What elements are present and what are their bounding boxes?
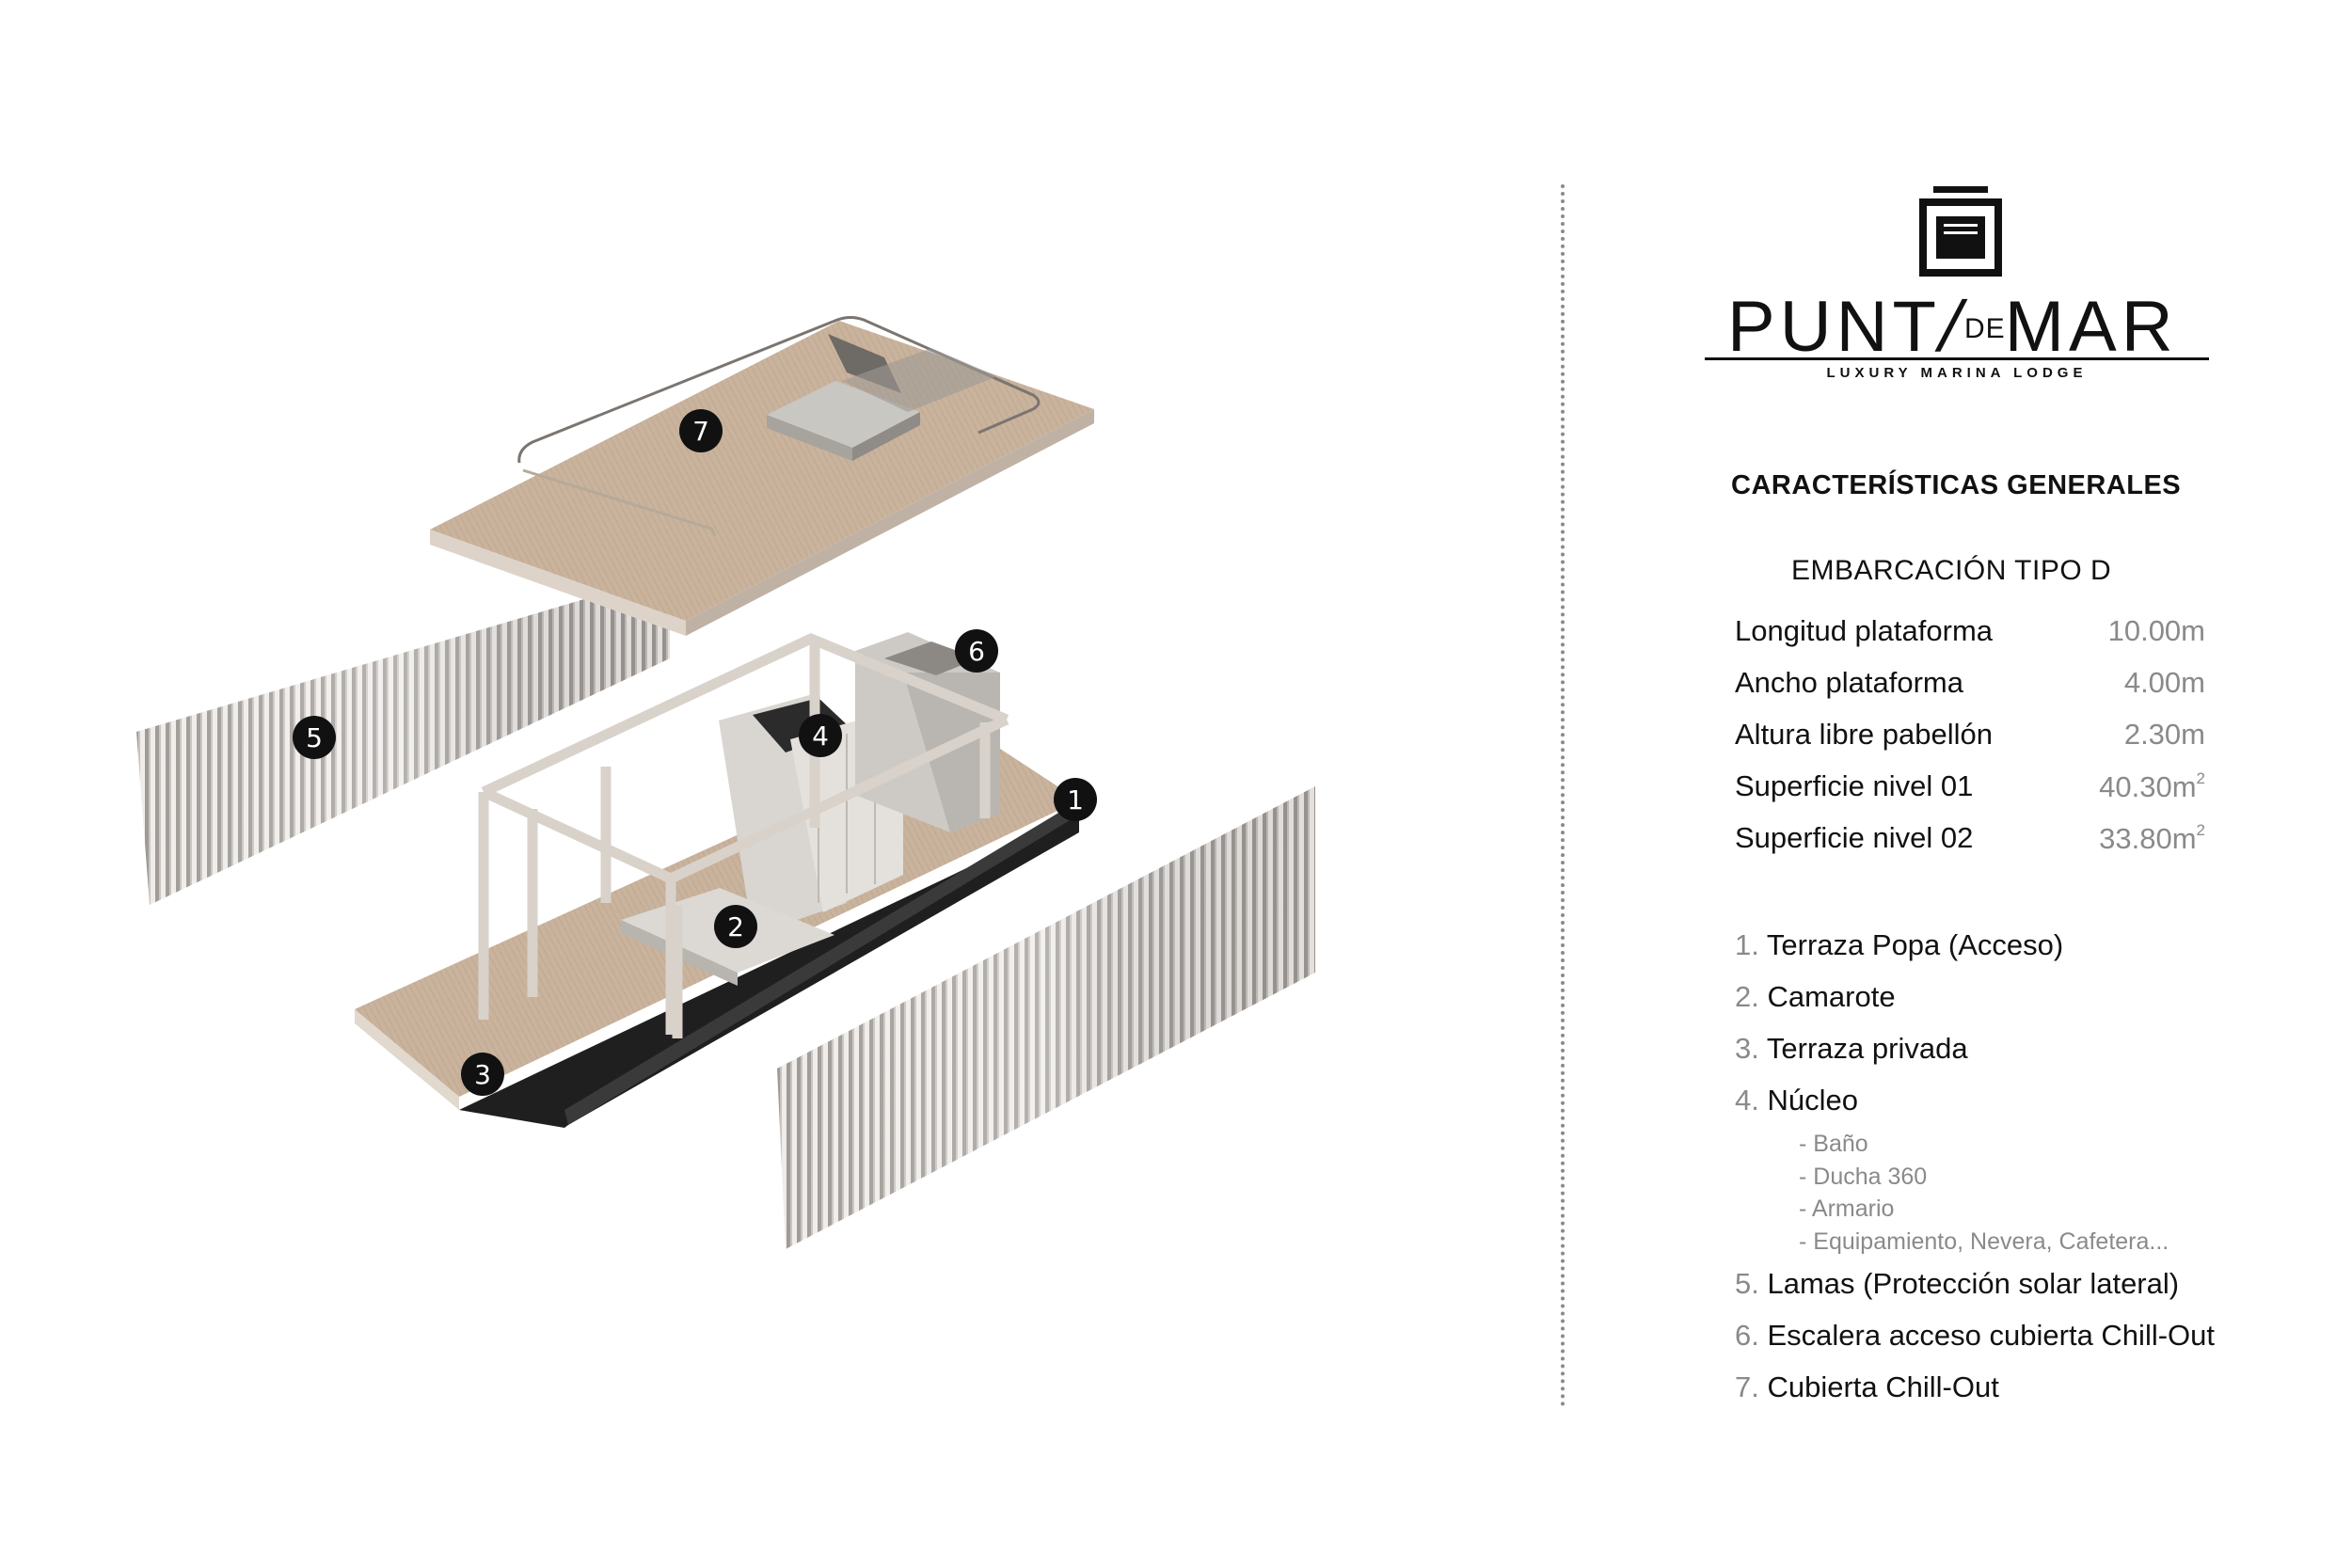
info-panel: [1693, 0, 2305, 1568]
legend-item-label: Lamas (Protección solar lateral): [1767, 1267, 2180, 1300]
callout-number: 3: [474, 1059, 491, 1090]
spec-unit-superscript: 2: [2196, 769, 2205, 787]
nucleo-subitem: - Armario: [1799, 1196, 1895, 1222]
spec-label: Altura libre pabellón: [1735, 718, 1994, 751]
callout-marker-7: [679, 409, 723, 452]
nucleo-subitem: - Baño: [1799, 1131, 1868, 1157]
legend-item-label: Terraza Popa (Acceso): [1766, 928, 2064, 961]
brand-a-slash: /: [1931, 287, 1976, 367]
section-heading: CARACTERÍSTICAS GENERALES: [1731, 470, 2182, 500]
logo-mark-icon: [1919, 186, 2002, 277]
legend-item-label: Escalera acceso cubierta Chill-Out: [1767, 1319, 2216, 1352]
legend-item: [1735, 1319, 2215, 1353]
brand-name-part1: PUNT: [1727, 287, 1941, 367]
callout-marker-3: [461, 1053, 504, 1096]
spec-label: Superficie nivel 01: [1735, 769, 1974, 802]
legend-item-number: 4.: [1735, 1084, 1768, 1117]
callout-number: 5: [306, 722, 323, 753]
callout-number: 2: [727, 911, 744, 942]
nucleo-subitem: - Equipamiento, Nevera, Cafetera...: [1799, 1228, 2169, 1255]
brand-tagline: LUXURY MARINA LODGE: [1826, 365, 2088, 381]
legend-item-number: 2.: [1735, 980, 1768, 1013]
dotted-divider: [1561, 184, 1565, 1407]
spec-value: $33.80m^2$: [2099, 821, 2205, 855]
spec-value: 2.30m: [2123, 718, 2205, 751]
legend-item: [1735, 1084, 1858, 1117]
callout-marker-1: [1054, 778, 1097, 821]
legend-item: [1735, 928, 2063, 962]
callout-marker-2: [714, 905, 757, 948]
brand-name: [1727, 286, 2198, 368]
spec-unit-superscript: 2: [2196, 821, 2205, 839]
legend-item-number: 7.: [1735, 1370, 1768, 1403]
legend-item-number: 5.: [1735, 1267, 1768, 1300]
legend-item-label: Terraza privada: [1766, 1032, 1968, 1065]
spec-label: Superficie nivel 02: [1735, 821, 1974, 854]
legend-item-label: Cubierta Chill-Out: [1767, 1370, 1999, 1403]
nucleo-subitem: - Ducha 360: [1799, 1164, 1928, 1190]
callout-marker-6: [955, 629, 998, 673]
legend-item-number: 6.: [1735, 1319, 1768, 1352]
spec-value: $40.30m^2$: [2099, 769, 2205, 803]
boat-type-label: EMBARCACIÓN TIPO D: [1791, 555, 2112, 586]
brand-name-small: DE: [1964, 313, 2006, 344]
spec-row: [1735, 614, 2205, 652]
spec-row: [1735, 718, 2205, 755]
brand-underline: [1705, 357, 2209, 360]
callout-number: 1: [1067, 784, 1084, 816]
spec-value: 10.00m: [2107, 614, 2205, 647]
legend-item: [1735, 1032, 1968, 1066]
callout-number: 4: [812, 721, 829, 752]
spec-label: Longitud plataforma: [1735, 614, 1994, 647]
spec-row: [1735, 769, 2205, 807]
callout-number: 6: [968, 636, 985, 667]
legend-item: [1735, 1370, 1999, 1404]
callout-number: 7: [692, 416, 709, 447]
callout-marker-4: [799, 714, 842, 757]
spec-value: 4.00m: [2123, 666, 2205, 699]
legend-item: [1735, 1267, 2179, 1301]
legend-item-number: 3.: [1735, 1032, 1767, 1065]
brand-name-part2: MAR: [2004, 287, 2178, 367]
upper-deck-chillout: [430, 318, 1094, 637]
legend-item-number: 1.: [1735, 928, 1767, 961]
spec-row: [1735, 821, 2205, 859]
legend-item-label: Camarote: [1767, 980, 1896, 1013]
legend-item: [1735, 980, 1896, 1014]
callout-marker-5: [293, 716, 336, 759]
spec-label: Ancho plataforma: [1735, 666, 1963, 699]
legend-item-label: Núcleo: [1767, 1084, 1858, 1117]
spec-row: [1735, 666, 2205, 704]
